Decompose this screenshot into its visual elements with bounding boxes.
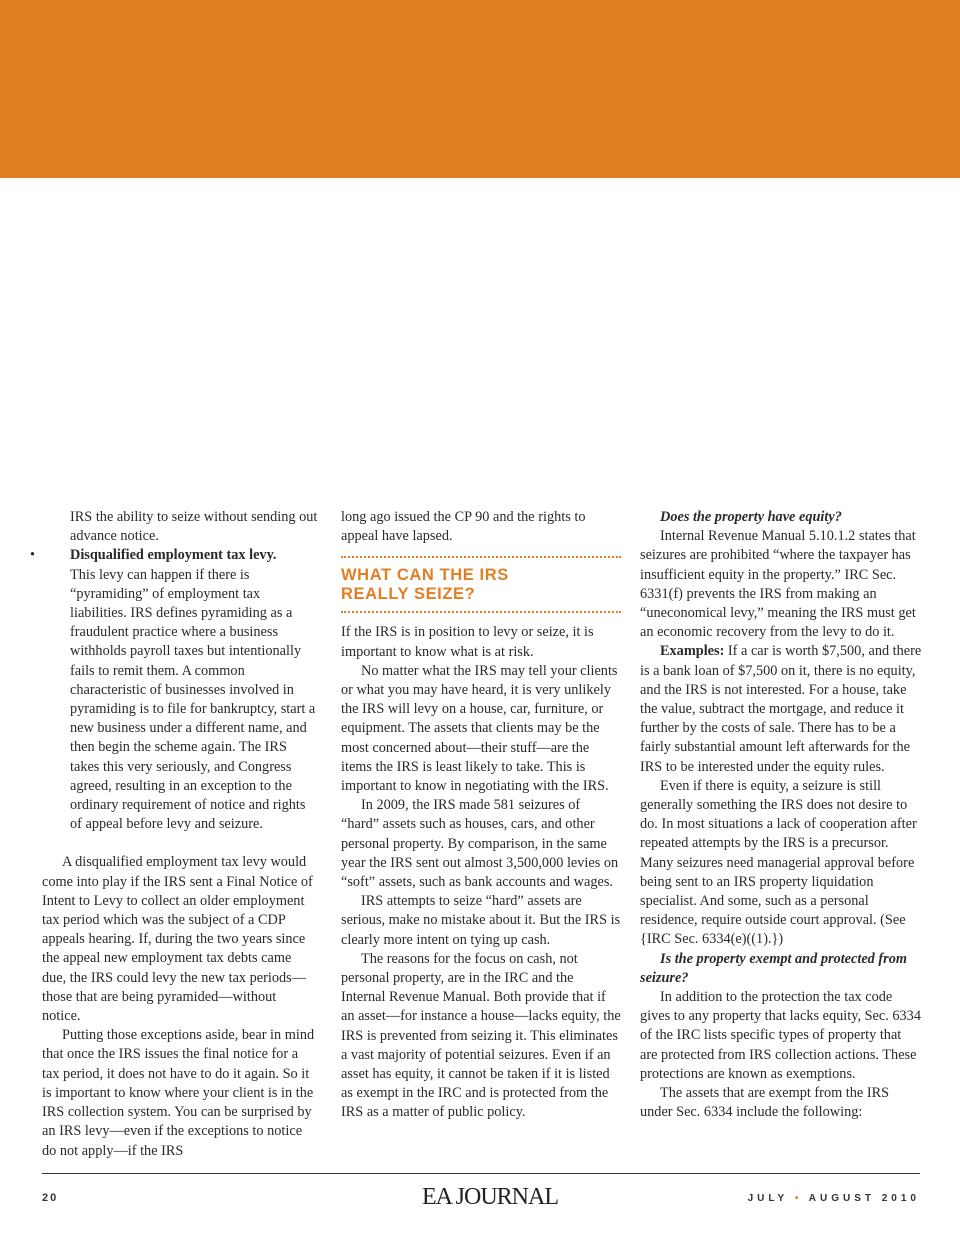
issue-separator: • (794, 1193, 803, 1204)
paragraph: Putting those exceptions aside, bear in mind that once the IRS issues the final notice for a tax period, it does not have to do it again. So it is important to know where your client is in the IRS collection system. You can be surprised by an IRS levy—even if the exceptions to notice do not apply—if the IRS (42, 1027, 315, 1159)
bullet-body: This levy can happen if there is “pyramiding” of employment tax liabilities. IRS defines pyramiding as a fraudulent practice where a business withholds payroll taxes but intentionally fails to remit them. A common characteristic of businesses involved in pyramiding is to file for bankruptcy, start a new business under a different name, and then begin the scheme again. The IRS takes this very seriously, and Congress agreed, resulting in an exception to the ordinary requirement of notice and rights of appeal before levy and seizure. (70, 566, 316, 833)
orange-header-banner (0, 0, 960, 178)
issue-month-1: JULY (747, 1193, 789, 1204)
column-1 (30, 508, 318, 1161)
examples-body: If a car is worth $7,500, and there is a bank loan of $7,500 on it, there is no equity, and the IRS is not interested. For a house, take the value, subtract the mortgage, and reduce it further by the costs of sale. There has to be a fairly substantial amount left afterwards for the IRS to be interested under the equity rules. (640, 643, 922, 775)
bullet-continuation: IRS the ability to seize without sending out advance notice. (70, 509, 318, 545)
paragraph: Even if there is equity, a seizure is still generally something the IRS does not desire to do. In most situations a lack of cooperation after repeated attempts by the IRS is a precursor. Many seizures need managerial approval before being sent to an IRS property liquidation specialist. And some, such as a personal residence, require outside court approval. (See {IRC Sec. 6334(e)((1).}) (640, 777, 917, 948)
paragraph: The reasons for the focus on cash, not personal property, are in the IRC and the Internal Revenue Manual. Both provide that if an asset—for instance a house—lacks equity, the IRS is prevented from seizing it. This eliminates a vast majority of potential seizures. Even if an asset has equity, it cannot be taken if it is listed as exempt in the IRC and is protected from the IRS as a matter of public policy. (341, 950, 621, 1121)
bullet-mark: • (30, 547, 36, 564)
section-heading-line-2: REALLY SEIZE? (341, 585, 476, 604)
issue-date (748, 1193, 920, 1204)
paragraph: If the IRS is in position to levy or seize, it is important to know what is at risk. (341, 624, 594, 660)
paragraph: No matter what the IRS may tell your clients or what you may have heard, it is very unlikely the IRS will levy on a house, car, furniture, or equipment. The assets that clients may be the most concerned about—their stuff—are the items the IRS is least likely to take. This is important to know in negotiating with the IRS. (341, 662, 618, 795)
bullet-item-disqualified-levy (30, 546, 318, 834)
paragraph: In 2009, the IRS made 581 seizures of “hard” assets such as houses, cars, and other personal property. By comparison, in the same year the IRS sent out almost 3,500,000 levies on “soft” assets, such as bank accounts and wages. (341, 797, 619, 891)
section-heading (341, 566, 621, 604)
paragraph: IRS attempts to seize “hard” assets are serious, make no mistake about it. But the IRS is clearly more intent on tying up cash. (341, 893, 621, 948)
ea-journal-logo: EA JOURNAL (422, 1184, 559, 1210)
bullet-heading: Disqualified employment tax levy. (70, 547, 277, 564)
paragraph: The assets that are exempt from the IRS under Sec. 6334 include the following: (640, 1085, 890, 1121)
column-2 (341, 508, 621, 1123)
issue-month-2: AUGUST 2010 (808, 1193, 920, 1204)
paragraph: long ago issued the CP 90 and the rights to appeal have lapsed. (341, 509, 586, 545)
examples-paragraph (640, 642, 922, 776)
paragraph: A disqualified employment tax levy would come into play if the IRS sent a Final Notice of Intent to Levy to collect an older employment tax period which was the subject of a CDP appeals hearing. If, during the two years since the appeal new employment tax debts came due, the IRS could levy the new tax periods—those that are being pyramided—without notice. (42, 854, 313, 1025)
paragraph: Internal Revenue Manual 5.10.1.2 states that seizures are prohibited “where the taxpayer has insufficient equity in the property.” IRC Sec. 6331(f) prevents the IRS from making an “uneconomical levy,” meaning the IRS must get an economic recovery from the levy to do it. (640, 528, 916, 641)
subheading-equity: Does the property have equity? (660, 509, 842, 525)
subheading-exempt: Is the property exempt and protected from seizure? (640, 950, 907, 986)
examples-label: Examples: (660, 643, 725, 660)
paragraph: In addition to the protection the tax code gives to any property that lacks equity, Sec. 6334 of the IRC lists specific types of property that are protected from IRS collection actions. These protections are known as exemptions. (640, 989, 921, 1082)
page-number: 20 (42, 1192, 59, 1204)
footer-rule (42, 1173, 920, 1174)
section-heading-line-1: WHAT CAN THE IRS (341, 566, 509, 585)
column-3 (640, 508, 922, 1123)
dotted-rule-top (341, 556, 621, 558)
